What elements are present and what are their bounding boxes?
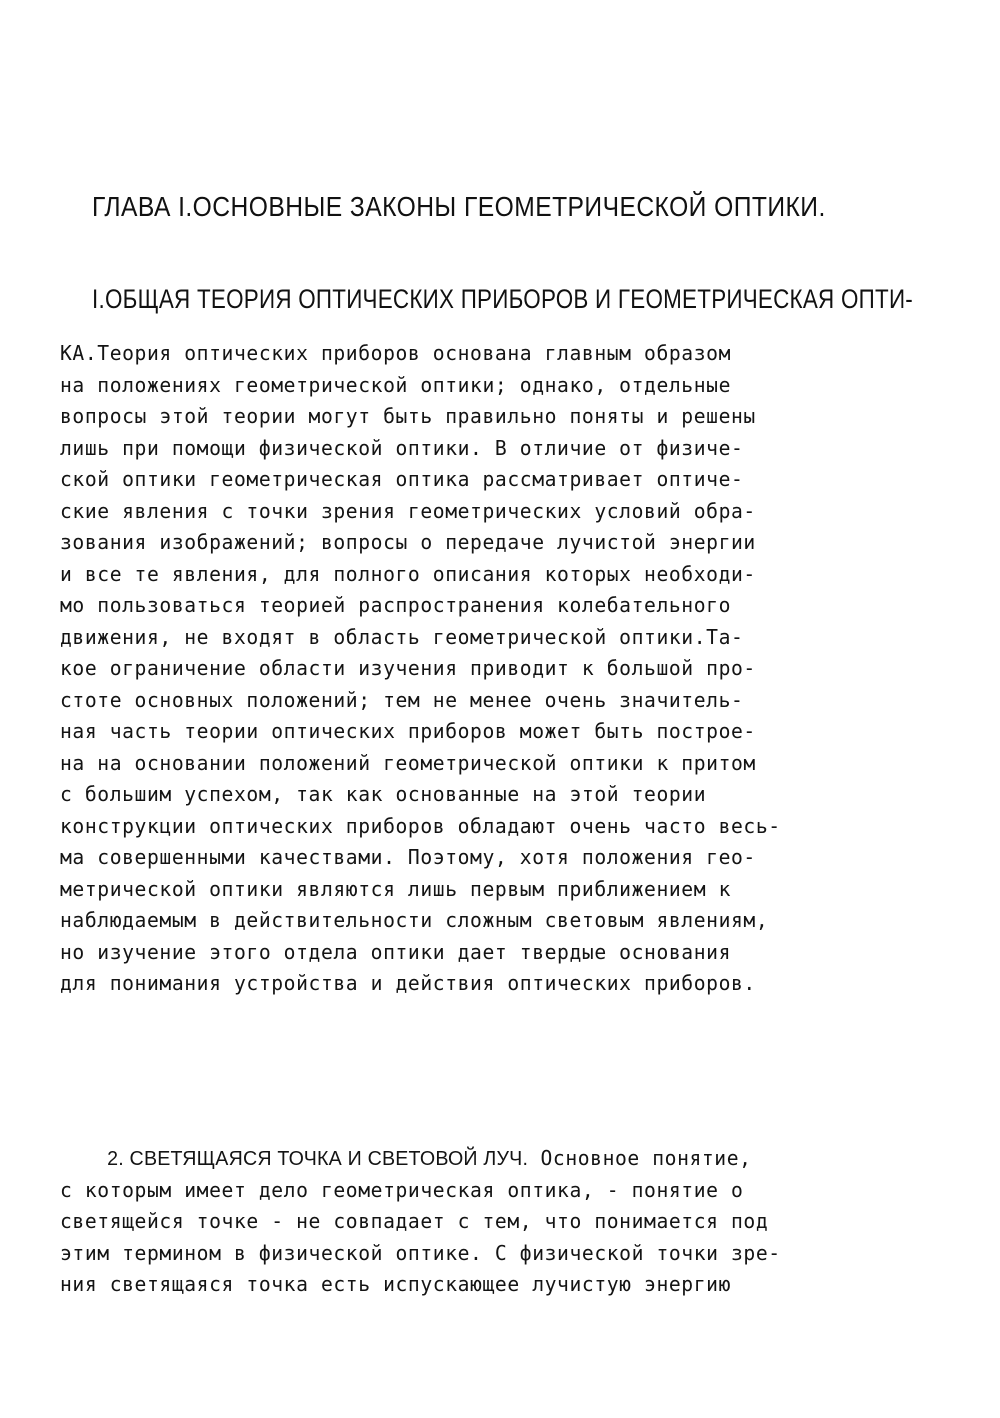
text-line: для понимания устройства и действия оптических приборов. (60, 971, 756, 995)
text-line: на на основании положений геометрической оптики к притом (60, 750, 756, 775)
section-2-heading: 2. СВЕТЯЩАЯСЯ ТОЧКА И СВЕТОВОЙ ЛУЧ. (107, 1148, 529, 1170)
text-line: ная часть теории оптических приборов может быть построе- (60, 719, 756, 743)
text-line: конструкции оптических приборов обладают очень часто весь- (60, 813, 781, 838)
text-line: ния светящаяся точка есть испускающее лучистую энергию (60, 1272, 732, 1296)
text-line: этим термином в физической оптике. С физической точки зре- (60, 1240, 781, 1265)
text-line: с большим успехом, так как основанные на этой теории (60, 782, 707, 806)
text-line: светящейся точке - не совпадает с тем, что понимается под (60, 1209, 769, 1233)
section-1-heading: I.ОБЩАЯ ТЕОРИЯ ОПТИЧЕСКИХ ПРИБОРОВ И ГЕОМЕТРИЧЕСКАЯ ОПТИ- (92, 284, 914, 314)
chapter-title: ГЛАВА I.ОСНОВНЫЕ ЗАКОНЫ ГЕОМЕТРИЧЕСКОЙ ОПТИКИ. (92, 191, 826, 222)
text-line: метрической оптики являются лишь первым приближением к (60, 876, 732, 901)
text-line: стоте основных положений; тем не менее очень значитель- (60, 687, 744, 712)
text-line: кое ограничение области изучения приводит к большой про- (60, 656, 756, 680)
text-line: вопросы этой теории могут быть правильно поняты и решены (60, 404, 756, 428)
section-2-first-line (60, 1143, 944, 1175)
text-line: но изучение этого отдела оптики дает твердые основания (60, 939, 732, 964)
text-line: КА.Теория оптических приборов основана главным образом (60, 341, 732, 365)
section-2-first-line-text: Основное понятие, (528, 1146, 752, 1170)
text-line: лишь при помощи физической оптики. В отличие от физиче- (60, 435, 744, 460)
section-1-body (60, 338, 960, 1000)
text-line: наблюдаемым в действительности сложным световым явлениям, (60, 908, 769, 932)
text-line: движения, не входят в область геометрической оптики.Та- (60, 624, 744, 649)
text-line: ма совершенными качествами. Поэтому, хотя положения гео- (60, 845, 756, 869)
text-line: зования изображений; вопросы о передаче лучистой энергии (60, 530, 756, 554)
text-line: ские явления с точки зрения геометрических условий обра- (60, 498, 756, 523)
text-line: с которым имеет дело геометрическая оптика, - понятие о (60, 1177, 744, 1202)
text-line: на положениях геометрической оптики; однако, отдельные (60, 372, 732, 397)
text-line: и все те явления, для полного описания которых необходи- (60, 561, 756, 586)
text-line: мо пользоваться теорией распространения колебательного (60, 593, 732, 617)
text-line: ской оптики геометрическая оптика рассматривает оптиче- (60, 467, 744, 491)
section-2-body (60, 1143, 960, 1301)
